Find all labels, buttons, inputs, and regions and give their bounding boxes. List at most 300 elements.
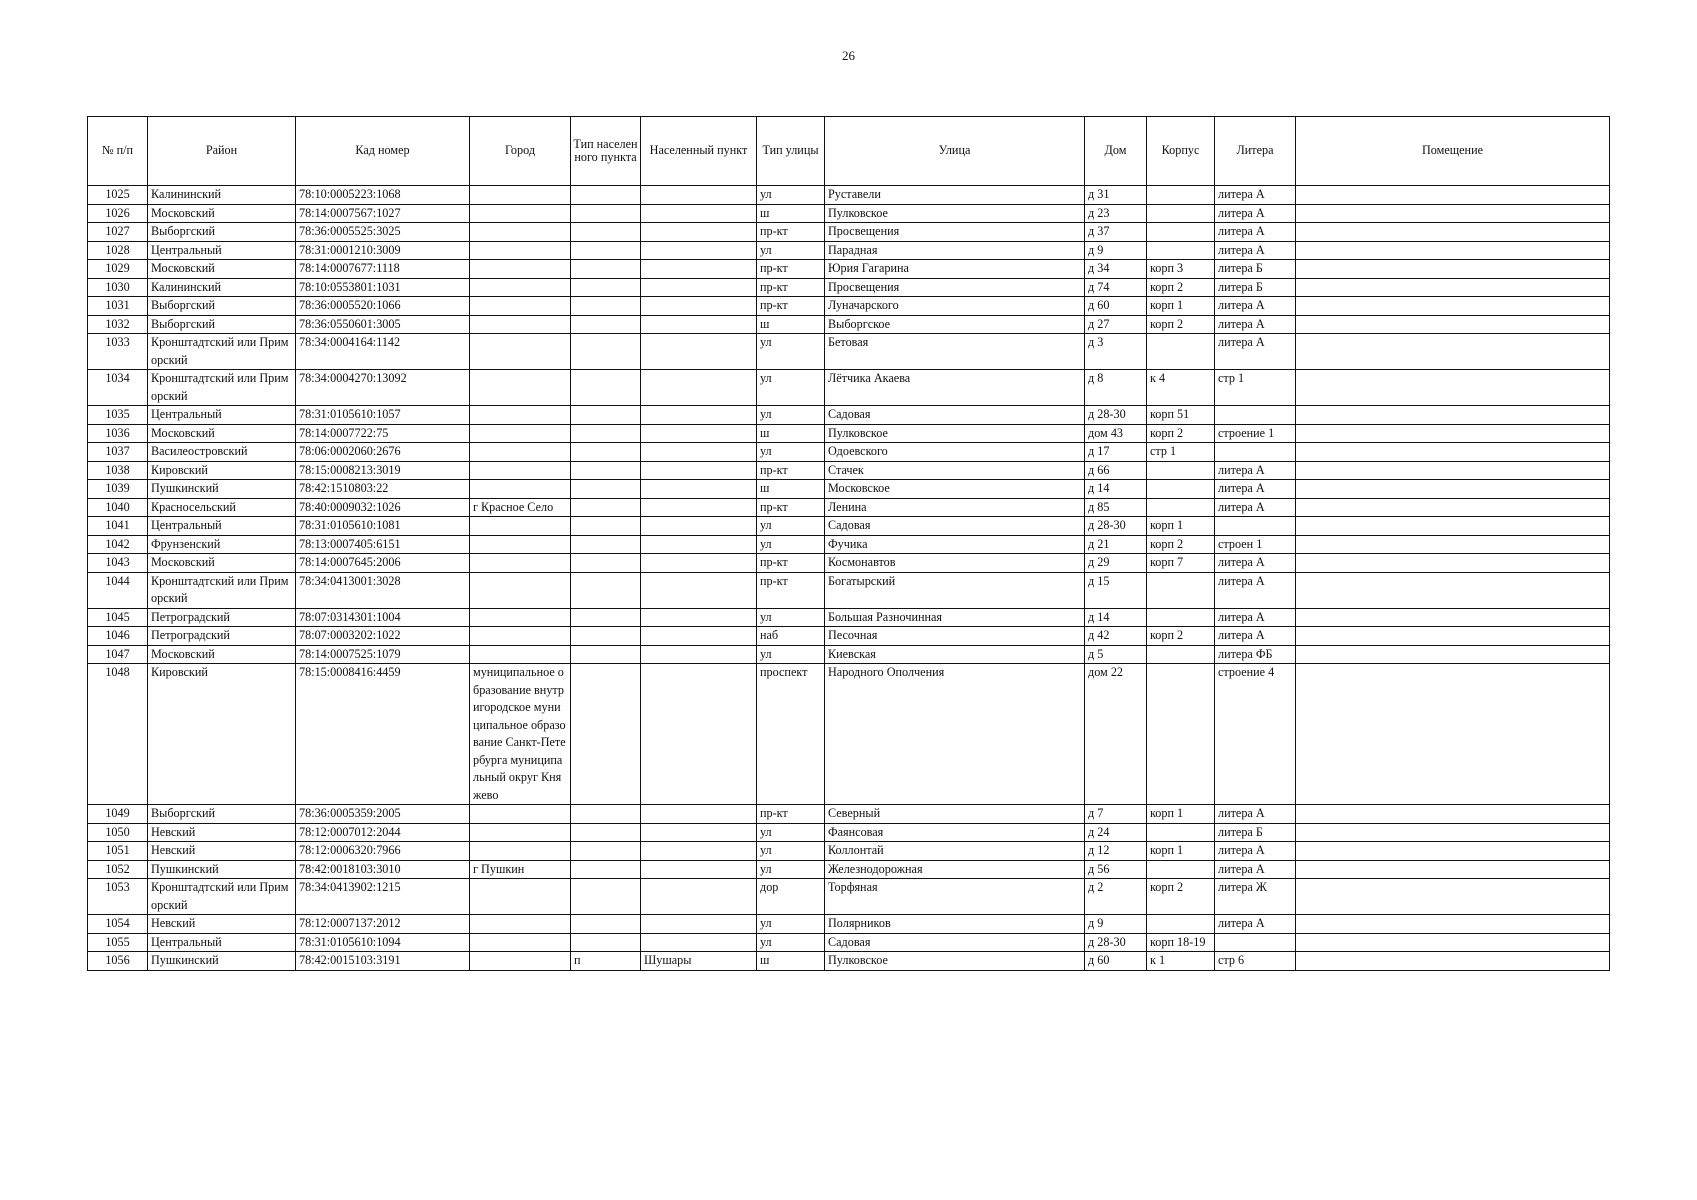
cell-district: Невский [148,823,296,842]
cell-letter: литера ФБ [1215,645,1296,664]
cell-letter: литера Б [1215,278,1296,297]
cell-settlement-type [571,406,641,425]
cell-district: Выборгский [148,297,296,316]
cell-street: Коллонтай [825,842,1085,861]
cell-street-type: ул [757,517,825,536]
cell-number: 1046 [88,627,148,646]
cell-street-type: ул [757,241,825,260]
cell-city: муниципальное образование внутригородское муниципальное образование Санкт-Петербурга муниципальный округ Княжево [470,664,571,805]
cell-cadastral: 78:07:0314301:1004 [296,608,470,627]
cell-street-type: ул [757,933,825,952]
header-cell-premises: Помещение [1296,117,1610,186]
cell-premises [1296,278,1610,297]
cell-number: 1036 [88,424,148,443]
cell-settlement [641,480,757,499]
cell-number: 1056 [88,952,148,971]
cell-street-type: пр-кт [757,572,825,608]
table-body [88,186,1610,971]
cell-district: Кронштадтский или Приморский [148,370,296,406]
cell-number: 1029 [88,260,148,279]
cell-street-type: пр-кт [757,260,825,279]
cell-settlement [641,535,757,554]
cell-number: 1034 [88,370,148,406]
table-row [88,297,1610,316]
cell-settlement [641,241,757,260]
cell-street: Стачек [825,461,1085,480]
cell-premises [1296,860,1610,879]
cell-house: д 28-30 [1085,517,1147,536]
cell-letter: литера А [1215,241,1296,260]
cell-number: 1042 [88,535,148,554]
table-row [88,842,1610,861]
cell-district: Московский [148,554,296,573]
cell-number: 1027 [88,223,148,242]
cell-city [470,952,571,971]
cell-settlement-type [571,480,641,499]
cell-letter: литера А [1215,334,1296,370]
cell-district: Василеостровский [148,443,296,462]
cell-street: Пулковское [825,952,1085,971]
cell-house: д 14 [1085,480,1147,499]
cell-settlement-type [571,535,641,554]
cell-cadastral: 78:42:0018103:3010 [296,860,470,879]
cell-city [470,608,571,627]
cell-premises [1296,842,1610,861]
cell-district: Центральный [148,406,296,425]
cell-letter: стр 6 [1215,952,1296,971]
cell-premises [1296,260,1610,279]
header-cell-house: Дом [1085,117,1147,186]
cell-city [470,933,571,952]
cell-city [470,223,571,242]
cell-settlement [641,406,757,425]
cell-settlement-type [571,278,641,297]
cell-street: Пулковское [825,424,1085,443]
cell-letter: стр 1 [1215,370,1296,406]
cell-street-type: ул [757,860,825,879]
cell-house: д 34 [1085,260,1147,279]
cell-premises [1296,517,1610,536]
cell-street: Фучика [825,535,1085,554]
cell-city [470,554,571,573]
cell-district: Пушкинский [148,952,296,971]
cell-city [470,443,571,462]
cell-cadastral: 78:31:0105610:1094 [296,933,470,952]
cell-street-type: пр-кт [757,278,825,297]
cell-settlement [641,823,757,842]
cell-premises [1296,241,1610,260]
cell-house: д 42 [1085,627,1147,646]
table-row [88,572,1610,608]
cell-premises [1296,627,1610,646]
cell-city: г Пушкин [470,860,571,879]
cell-house: д 9 [1085,241,1147,260]
cell-district: Московский [148,424,296,443]
cell-street-type: пр-кт [757,297,825,316]
cell-settlement-type [571,498,641,517]
cell-street: Богатырский [825,572,1085,608]
cell-house: д 17 [1085,443,1147,462]
header-cell-building: Корпус [1147,117,1215,186]
cell-city [470,186,571,205]
table-row [88,608,1610,627]
cell-district: Центральный [148,517,296,536]
cell-building [1147,480,1215,499]
cell-cadastral: 78:10:0553801:1031 [296,278,470,297]
header-cell-district: Район [148,117,296,186]
cell-letter: строение 4 [1215,664,1296,805]
cell-settlement [641,260,757,279]
cell-settlement [641,461,757,480]
cell-house: д 74 [1085,278,1147,297]
cell-letter: литера А [1215,480,1296,499]
cell-settlement-type [571,443,641,462]
cell-cadastral: 78:31:0001210:3009 [296,241,470,260]
header-cell-settlement: Населенный пункт [641,117,757,186]
cell-city: г Красное Село [470,498,571,517]
cell-house: д 56 [1085,860,1147,879]
cell-street-type: ул [757,823,825,842]
cell-building: к 1 [1147,952,1215,971]
cell-building [1147,823,1215,842]
cell-cadastral: 78:14:0007645:2006 [296,554,470,573]
cell-number: 1030 [88,278,148,297]
cell-house: дом 22 [1085,664,1147,805]
cell-settlement [641,334,757,370]
cell-number: 1047 [88,645,148,664]
cell-settlement [641,498,757,517]
cell-number: 1045 [88,608,148,627]
cell-settlement-type [571,645,641,664]
cell-letter: литера А [1215,498,1296,517]
cell-settlement [641,554,757,573]
table-row [88,443,1610,462]
cell-settlement [641,370,757,406]
cell-house: д 21 [1085,535,1147,554]
cell-letter [1215,443,1296,462]
cell-letter: литера А [1215,860,1296,879]
cell-premises [1296,406,1610,425]
cell-cadastral: 78:13:0007405:6151 [296,535,470,554]
cell-building: корп 51 [1147,406,1215,425]
cell-building: корп 2 [1147,627,1215,646]
cell-street-type: ш [757,204,825,223]
cell-settlement [641,443,757,462]
cell-cadastral: 78:40:0009032:1026 [296,498,470,517]
cell-district: Пушкинский [148,860,296,879]
cell-letter: литера А [1215,554,1296,573]
table-row [88,480,1610,499]
cell-street: Пулковское [825,204,1085,223]
cell-city [470,370,571,406]
cell-settlement-type [571,241,641,260]
table-header [88,117,1610,186]
cell-district: Фрунзенский [148,535,296,554]
cell-building: корп 1 [1147,297,1215,316]
cell-district: Красносельский [148,498,296,517]
cell-street: Юрия Гагарина [825,260,1085,279]
cell-number: 1049 [88,805,148,824]
cell-building: корп 1 [1147,842,1215,861]
cell-number: 1026 [88,204,148,223]
cell-number: 1050 [88,823,148,842]
cell-house: д 60 [1085,952,1147,971]
cell-premises [1296,315,1610,334]
cell-street-type: ул [757,608,825,627]
cell-settlement-type [571,204,641,223]
table-row [88,805,1610,824]
cell-house: дом 43 [1085,424,1147,443]
cell-street: Полярников [825,915,1085,934]
cell-settlement [641,204,757,223]
cell-street-type: ул [757,645,825,664]
cell-premises [1296,223,1610,242]
table-row [88,952,1610,971]
cell-street: Садовая [825,517,1085,536]
cell-premises [1296,480,1610,499]
cell-letter: литера А [1215,461,1296,480]
cell-district: Калининский [148,186,296,205]
cell-letter: литера А [1215,186,1296,205]
table-row [88,535,1610,554]
cell-settlement-type [571,805,641,824]
cell-district: Пушкинский [148,480,296,499]
cell-settlement-type [571,424,641,443]
cell-letter: литера А [1215,204,1296,223]
cell-premises [1296,664,1610,805]
cell-number: 1039 [88,480,148,499]
cell-district: Кировский [148,664,296,805]
cell-cadastral: 78:15:0008416:4459 [296,664,470,805]
cell-letter [1215,517,1296,536]
cell-cadastral: 78:36:0005525:3025 [296,223,470,242]
cell-city [470,915,571,934]
cell-letter: строение 1 [1215,424,1296,443]
cell-settlement [641,879,757,915]
cell-settlement [641,572,757,608]
cell-letter: литера А [1215,805,1296,824]
cell-building: корп 2 [1147,535,1215,554]
cell-letter [1215,933,1296,952]
cell-letter: литера Б [1215,823,1296,842]
cell-street-type: ш [757,952,825,971]
cell-cadastral: 78:36:0005359:2005 [296,805,470,824]
cell-settlement [641,186,757,205]
cell-building: корп 3 [1147,260,1215,279]
cell-settlement [641,223,757,242]
cell-settlement [641,933,757,952]
cell-cadastral: 78:31:0105610:1081 [296,517,470,536]
table-row [88,461,1610,480]
cell-district: Кронштадтский или Приморский [148,879,296,915]
cell-street: Ленина [825,498,1085,517]
table-row [88,823,1610,842]
cell-building [1147,186,1215,205]
cell-house: д 7 [1085,805,1147,824]
cell-street-type: наб [757,627,825,646]
cell-building: корп 18-19 [1147,933,1215,952]
cell-district: Петроградский [148,627,296,646]
cell-premises [1296,805,1610,824]
cell-house: д 85 [1085,498,1147,517]
header-cell-street-type: Тип улицы [757,117,825,186]
table-row [88,186,1610,205]
cell-settlement [641,627,757,646]
cell-house: д 8 [1085,370,1147,406]
cell-premises [1296,915,1610,934]
cell-street: Просвещения [825,223,1085,242]
cell-settlement-type [571,572,641,608]
cell-premises [1296,535,1610,554]
cell-district: Кронштадтский или Приморский [148,334,296,370]
cell-building [1147,645,1215,664]
cell-city [470,278,571,297]
cell-premises [1296,370,1610,406]
cell-cadastral: 78:10:0005223:1068 [296,186,470,205]
table-row [88,933,1610,952]
cell-number: 1041 [88,517,148,536]
cell-letter: строен 1 [1215,535,1296,554]
cell-city [470,823,571,842]
cell-house: д 2 [1085,879,1147,915]
cell-street-type: проспект [757,664,825,805]
cell-cadastral: 78:14:0007525:1079 [296,645,470,664]
cell-street: Московское [825,480,1085,499]
cell-street: Садовая [825,406,1085,425]
cell-premises [1296,186,1610,205]
header-cell-city: Город [470,117,571,186]
cell-settlement [641,664,757,805]
cell-settlement-type [571,461,641,480]
cell-number: 1048 [88,664,148,805]
cell-number: 1044 [88,572,148,608]
cell-house: д 3 [1085,334,1147,370]
cell-city [470,424,571,443]
cell-premises [1296,204,1610,223]
header-cell-street: Улица [825,117,1085,186]
table-row [88,424,1610,443]
cell-street-type: пр-кт [757,461,825,480]
cell-district: Московский [148,204,296,223]
cell-settlement-type: п [571,952,641,971]
cell-premises [1296,952,1610,971]
header-cell-cadastral: Кад номер [296,117,470,186]
cell-cadastral: 78:36:0550601:3005 [296,315,470,334]
cell-settlement-type [571,842,641,861]
cell-number: 1028 [88,241,148,260]
cell-city [470,842,571,861]
cell-street: Просвещения [825,278,1085,297]
cell-settlement [641,842,757,861]
table-row [88,370,1610,406]
cell-settlement-type [571,627,641,646]
cell-building [1147,461,1215,480]
table-row [88,664,1610,805]
cell-building [1147,664,1215,805]
cell-street: Луначарского [825,297,1085,316]
cell-building [1147,204,1215,223]
table-row [88,406,1610,425]
cell-settlement [641,915,757,934]
cell-settlement-type [571,186,641,205]
cell-number: 1032 [88,315,148,334]
header-cell-settlement-type: Тип населенного пункта [571,117,641,186]
cell-building [1147,915,1215,934]
cell-street-type: ул [757,334,825,370]
cell-city [470,535,571,554]
cell-settlement [641,860,757,879]
cell-street: Киевская [825,645,1085,664]
table-row [88,860,1610,879]
cell-house: д 66 [1085,461,1147,480]
table-row [88,278,1610,297]
cell-street: Космонавтов [825,554,1085,573]
table-row [88,315,1610,334]
cell-premises [1296,498,1610,517]
cell-house: д 23 [1085,204,1147,223]
cell-cadastral: 78:12:0007012:2044 [296,823,470,842]
cell-letter: литера А [1215,223,1296,242]
cell-settlement [641,608,757,627]
cell-street-type: ул [757,535,825,554]
cell-house: д 28-30 [1085,406,1147,425]
cell-settlement-type [571,260,641,279]
cell-city [470,260,571,279]
cell-letter: литера А [1215,572,1296,608]
cell-street-type: ул [757,186,825,205]
cell-house: д 60 [1085,297,1147,316]
cell-city [470,204,571,223]
cell-settlement [641,315,757,334]
cell-cadastral: 78:14:0007722:75 [296,424,470,443]
cell-premises [1296,879,1610,915]
cell-number: 1051 [88,842,148,861]
cell-number: 1053 [88,879,148,915]
header-row [88,117,1610,186]
cell-street: Выборгское [825,315,1085,334]
cell-cadastral: 78:31:0105610:1057 [296,406,470,425]
cell-house: д 12 [1085,842,1147,861]
table-row [88,879,1610,915]
cell-settlement-type [571,517,641,536]
cell-building [1147,223,1215,242]
cell-street-type: ул [757,842,825,861]
cell-cadastral: 78:36:0005520:1066 [296,297,470,316]
cell-street-type: пр-кт [757,805,825,824]
cell-settlement-type [571,334,641,370]
cell-house: д 24 [1085,823,1147,842]
table-row [88,334,1610,370]
cell-settlement [641,645,757,664]
cell-premises [1296,572,1610,608]
cell-city [470,627,571,646]
cell-settlement-type [571,608,641,627]
cell-settlement: Шушары [641,952,757,971]
cell-cadastral: 78:12:0007137:2012 [296,915,470,934]
cell-house: д 31 [1085,186,1147,205]
cell-settlement [641,297,757,316]
cell-street: Одоевского [825,443,1085,462]
cell-district: Кронштадтский или Приморский [148,572,296,608]
cell-premises [1296,334,1610,370]
cell-city [470,315,571,334]
cell-premises [1296,608,1610,627]
table-row [88,645,1610,664]
cell-house: д 29 [1085,554,1147,573]
cell-cadastral: 78:07:0003202:1022 [296,627,470,646]
cell-district: Невский [148,842,296,861]
cell-letter [1215,406,1296,425]
